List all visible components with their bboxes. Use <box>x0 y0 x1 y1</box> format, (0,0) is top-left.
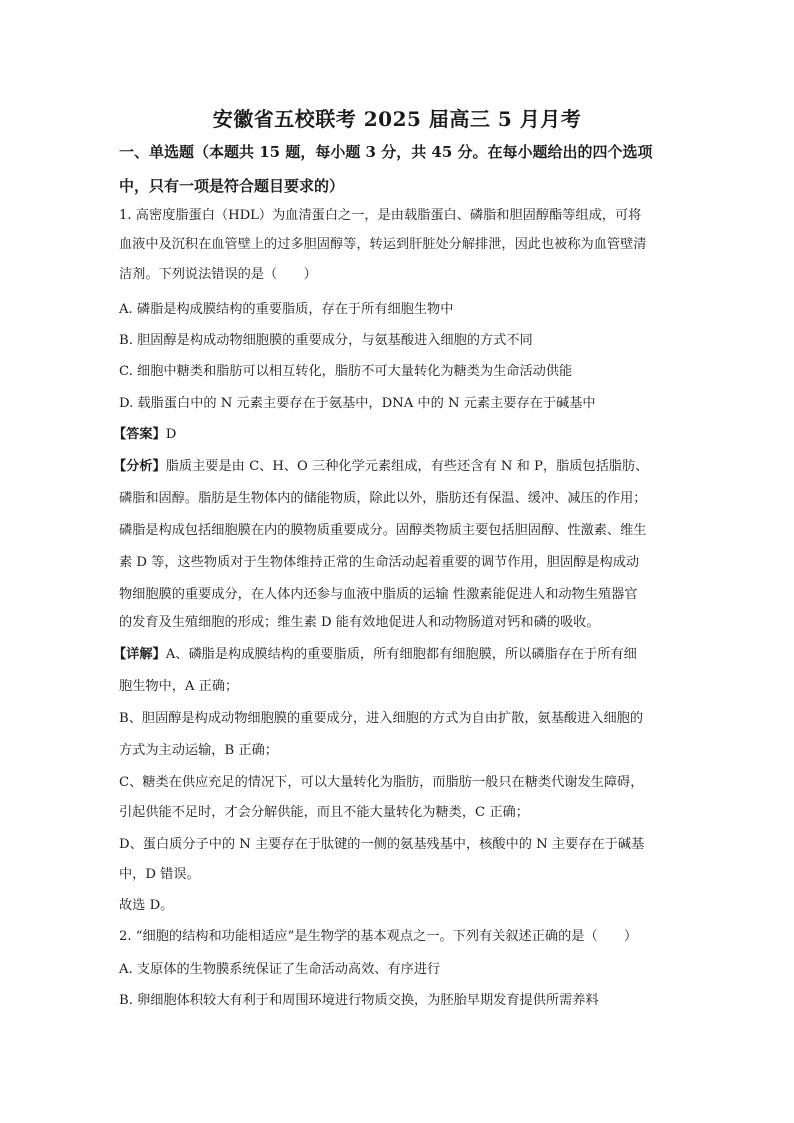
q1-stem-line-3: 洁剂。下列说法错误的是（ ） <box>119 267 317 282</box>
q1-option-b: B. 胆固醇是构成动物细胞膜的重要成分，与氨基酸进入细胞的方式不同 <box>119 333 533 348</box>
q1-detail-line-5: C、糖类在供应充足的情况下，可以大量转化为脂肪，而脂肪一般只在糖类代谢发生障碍， <box>119 775 644 790</box>
q1-detail-line-1 <box>113 645 637 665</box>
q1-detail-line-3: B、胆固醇是构成动物细胞膜的重要成分，进入细胞的方式为自由扩散，氨基酸进入细胞的 <box>119 711 643 726</box>
detail-text-1: A、磷脂是构成膜结构的重要脂质，所有细胞都有细胞膜，所以磷脂存在于所有细 <box>165 647 637 662</box>
q1-analysis-line-6: 的发育及生殖细胞的形成；维生素 D 能有效地促进人和动物肠道对钙和磷的吸收。 <box>119 615 600 630</box>
q1-detail-line-7: D、蛋白质分子中的 N 主要存在于肽键的一侧的氨基残基中，核酸中的 N 主要存在于碱基 <box>119 837 645 852</box>
q1-analysis-line-1 <box>113 457 648 477</box>
q1-stem-line-1: 1. 高密度脂蛋白（HDL）为血清蛋白之一，是由载脂蛋白、磷脂和胆固醇酯等组成，可将 <box>119 208 642 223</box>
q1-option-c: C. 细胞中糖类和脂肪可以相互转化，脂肪不可大量转化为糖类为生命活动供能 <box>119 364 573 379</box>
answer-value: D <box>165 427 177 442</box>
section-heading-line-2: 中，只有一项是符合题目要求的） <box>119 177 345 195</box>
q1-detail-line-6: 引起供能不足时，才会分解供能，而且不能大量转化为糖类，C 正确； <box>119 805 529 820</box>
q1-analysis-line-3: 磷脂是构成包括细胞膜在内的膜物质重要成分。固醇类物质主要包括胆固醇、性激素、维生 <box>119 523 647 538</box>
q1-conclusion: 故选 D。 <box>119 898 174 913</box>
exam-title: 安徽省五校联考 2025 届高三 5 月月考 <box>212 107 582 131</box>
q1-option-d: D. 载脂蛋白中的 N 元素主要存在于氨基中，DNA 中的 N 元素主要存在于碱基中 <box>119 396 596 411</box>
q1-stem-line-2: 血液中及沉积在血管壁上的过多胆固醇等，转运到肝脏处分解排泄，因此也被称为血管壁清 <box>119 237 647 252</box>
q1-analysis-line-2: 磷脂和固醇。脂肪是生物体内的储能物质，除此以外，脂肪还有保温、缓冲、减压的作用； <box>119 491 647 506</box>
answer-tag: 【答案】 <box>113 427 166 442</box>
q1-detail-line-2: 胞生物中，A 正确； <box>119 679 239 694</box>
detail-tag: 【详解】 <box>113 647 166 662</box>
q1-analysis-line-5: 物细胞膜的重要成分，在人体内还参与血液中脂质的运输 性激素能促进人和动物生殖器官 <box>119 587 638 602</box>
section-heading-line-1: 一、单选题（本题共 15 题，每小题 3 分，共 45 分。在每小题给出的四个选项 <box>119 143 653 161</box>
q1-detail-line-8: 中，D 错误。 <box>119 867 200 882</box>
q2-stem: 2. “细胞的结构和功能相适应”是生物学的基本观点之一。下列有关叙述正确的是（ ） <box>119 929 638 944</box>
analysis-text-1: 脂质主要是由 C、H、O 三种化学元素组成，有些还含有 N 和 P，脂质包括脂肪、 <box>165 459 649 474</box>
q2-option-b: B. 卵细胞体积较大有利于和周围环境进行物质交换，为胚胎早期发育提供所需养料 <box>119 993 599 1008</box>
q1-detail-line-4: 方式为主动运输，B 正确； <box>119 743 278 758</box>
q1-answer <box>113 425 176 445</box>
analysis-tag: 【分析】 <box>113 459 166 474</box>
q2-option-a: A. 支原体的生物膜系统保证了生命活动高效、有序进行 <box>119 962 441 977</box>
q1-option-a: A. 磷脂是构成膜结构的重要脂质，存在于所有细胞生物中 <box>119 302 454 317</box>
q1-analysis-line-4: 素 D 等，这些物质对于生物体维持正常的生命活动起着重要的调节作用，胆固醇是构成动 <box>119 555 640 570</box>
